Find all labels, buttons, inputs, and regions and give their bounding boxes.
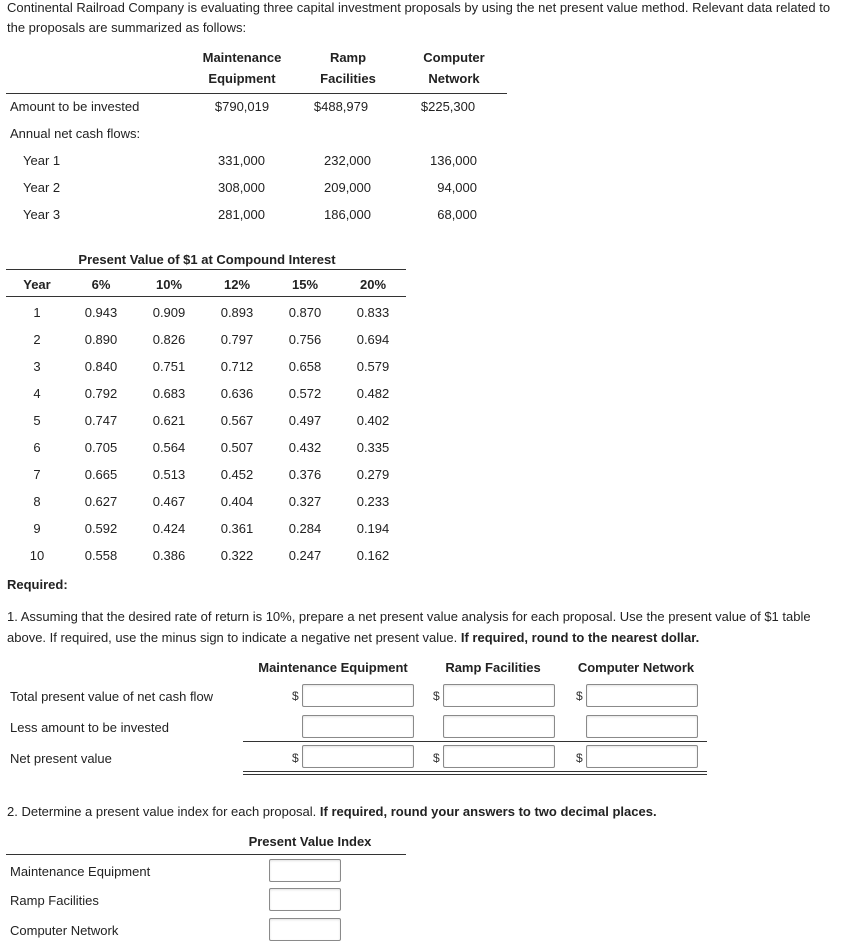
pv-factor-cell: 0.705 (84, 440, 118, 455)
currency-symbol: $ (433, 751, 440, 765)
pv-header-rate-4: 15% (291, 277, 319, 292)
pv-index-computer-label: Computer Network (10, 923, 119, 938)
total-pv-computer-input[interactable] (586, 684, 698, 707)
pv-factor-cell: 0.335 (356, 440, 390, 455)
npv-col-maintenance: Maintenance Equipment (258, 660, 408, 675)
pv-factor-cell: 0.452 (220, 467, 254, 482)
pv-factor-cell: 0.404 (220, 494, 254, 509)
pv-year-cell: 7 (33, 467, 41, 482)
pv-header-rate-2: 10% (155, 277, 183, 292)
pv-header-rate-1: 6% (91, 277, 111, 292)
row-npv-label: Net present value (10, 751, 112, 766)
pv-factor-cell: 0.756 (288, 332, 322, 347)
total-pv-ramp-input[interactable] (443, 684, 555, 707)
col-header-maintenance-2: Equipment (208, 71, 276, 86)
year-1-label: Year 1 (23, 153, 61, 168)
year-1-ramp: 232,000 (324, 153, 371, 168)
amount-label: Amount to be invested (10, 99, 140, 114)
npv-ramp-input[interactable] (443, 745, 555, 768)
pv-factor-cell: 0.792 (84, 386, 118, 401)
pv-index-header: Present Value Index (248, 834, 372, 849)
pv-factor-cell: 0.322 (220, 548, 254, 563)
pv-factor-cell: 0.870 (288, 305, 322, 320)
pv-year-cell: 2 (33, 332, 41, 347)
year-3-ramp: 186,000 (324, 207, 371, 222)
pv-factor-cell: 0.482 (356, 386, 390, 401)
intro-line-1: Continental Railroad Company is evaluating three capital investment proposals by using the net present value method. Relevant data related to (7, 0, 831, 15)
year-3-label: Year 3 (23, 207, 61, 222)
pv-factor-cell: 0.233 (356, 494, 390, 509)
pv-year-cell: 9 (33, 521, 41, 536)
pv-factor-cell: 0.402 (356, 413, 390, 428)
pv-factor-cell: 0.636 (220, 386, 254, 401)
pv-header-divider (6, 296, 406, 297)
pv-index-ramp-input[interactable] (269, 888, 341, 911)
q2-instruction (7, 804, 657, 819)
pv-title-divider (6, 269, 406, 270)
col-header-computer-1: Computer (423, 50, 485, 65)
currency-symbol: $ (576, 751, 583, 765)
currency-symbol: $ (292, 689, 299, 703)
pv-year-cell: 5 (33, 413, 41, 428)
npv-total-line-1 (243, 771, 707, 772)
pv-factor-cell: 0.797 (220, 332, 254, 347)
pv-factor-cell: 0.621 (152, 413, 186, 428)
npv-col-ramp: Ramp Facilities (445, 660, 541, 675)
pv-index-ramp-label: Ramp Facilities (10, 893, 99, 908)
pv-factor-cell: 0.279 (356, 467, 390, 482)
amount-maintenance: $790,019 (214, 99, 270, 114)
npv-total-line-2 (243, 774, 707, 775)
q1-line-2 (7, 630, 699, 645)
required-label: Required: (7, 577, 68, 592)
pv-factor-cell: 0.943 (84, 305, 118, 320)
pv-factor-cell: 0.893 (220, 305, 254, 320)
pv-factor-cell: 0.712 (220, 359, 254, 374)
pv-factor-cell: 0.833 (356, 305, 390, 320)
cash-flows-label: Annual net cash flows: (10, 126, 141, 141)
pv-factor-cell: 0.467 (152, 494, 186, 509)
intro-line-2: the proposals are summarized as follows: (7, 20, 247, 35)
amount-computer: $225,300 (420, 99, 476, 114)
pv-factor-cell: 0.432 (288, 440, 322, 455)
pv-header-rate-5: 20% (359, 277, 387, 292)
npv-subtotal-line (243, 741, 707, 742)
col-header-ramp-1: Ramp (329, 50, 367, 65)
pv-factor-cell: 0.376 (288, 467, 322, 482)
year-1-computer: 136,000 (430, 153, 477, 168)
year-2-ramp: 209,000 (324, 180, 371, 195)
pv-year-cell: 6 (33, 440, 41, 455)
col-header-maintenance-1: Maintenance (202, 50, 282, 65)
pv-factor-cell: 0.162 (356, 548, 390, 563)
pv-factor-cell: 0.694 (356, 332, 390, 347)
pv-year-cell: 1 (33, 305, 41, 320)
currency-symbol: $ (433, 689, 440, 703)
pv-factor-cell: 0.558 (84, 548, 118, 563)
pv-factor-cell: 0.627 (84, 494, 118, 509)
pv-factor-cell: 0.826 (152, 332, 186, 347)
pv-header-year: Year (23, 277, 51, 292)
pv-factor-cell: 0.497 (288, 413, 322, 428)
pv-year-cell: 3 (33, 359, 41, 374)
pv-factor-cell: 0.890 (84, 332, 118, 347)
amount-ramp: $488,979 (313, 99, 369, 114)
pv-table-title: Present Value of $1 at Compound Interest (78, 252, 336, 267)
pv-factor-cell: 0.284 (288, 521, 322, 536)
pv-factor-cell: 0.572 (288, 386, 322, 401)
q1-line-2-plain: above. If required, use the minus sign to indicate a negative net present value. (7, 630, 458, 645)
year-2-maintenance: 308,000 (218, 180, 265, 195)
pv-factor-cell: 0.247 (288, 548, 322, 563)
pv-factor-cell: 0.751 (152, 359, 186, 374)
pv-factor-cell: 0.683 (152, 386, 186, 401)
pv-index-maintenance-input[interactable] (269, 859, 341, 882)
pv-factor-cell: 0.507 (220, 440, 254, 455)
pv-factor-cell: 0.361 (220, 521, 254, 536)
currency-symbol: $ (576, 689, 583, 703)
pv-factor-cell: 0.567 (220, 413, 254, 428)
pv-year-cell: 4 (33, 386, 41, 401)
year-2-computer: 94,000 (437, 180, 477, 195)
q2-bold: If required, round your answers to two decimal places. (319, 804, 657, 819)
pv-factor-cell: 0.747 (84, 413, 118, 428)
year-3-maintenance: 281,000 (218, 207, 265, 222)
npv-maintenance-input[interactable] (302, 745, 414, 768)
q1-line-2-bold: If required, round to the nearest dollar. (460, 630, 700, 645)
npv-col-computer: Computer Network (577, 660, 695, 675)
pv-factor-cell: 0.386 (152, 548, 186, 563)
header-divider (6, 93, 507, 94)
year-1-maintenance: 331,000 (218, 153, 265, 168)
q1-line-1: 1. Assuming that the desired rate of return is 10%, prepare a net present value analysis for each proposal. Use the present value of $1 table (7, 609, 811, 624)
pv-factor-cell: 0.840 (84, 359, 118, 374)
col-header-computer-2: Network (428, 71, 480, 86)
q2-plain: 2. Determine a present value index for each proposal. (7, 804, 317, 819)
pv-index-divider (6, 854, 406, 855)
col-header-ramp-2: Facilities (320, 71, 376, 86)
year-3-computer: 68,000 (437, 207, 477, 222)
currency-symbol: $ (292, 751, 299, 765)
pv-factor-cell: 0.327 (288, 494, 322, 509)
total-pv-maintenance-input[interactable] (302, 684, 414, 707)
pv-factor-cell: 0.513 (152, 467, 186, 482)
less-invested-computer-input[interactable] (586, 715, 698, 738)
npv-computer-input[interactable] (586, 745, 698, 768)
pv-factor-cell: 0.592 (84, 521, 118, 536)
row-less-invested-label: Less amount to be invested (10, 720, 169, 735)
less-invested-ramp-input[interactable] (443, 715, 555, 738)
pv-header-rate-3: 12% (223, 277, 251, 292)
pv-factor-cell: 0.909 (152, 305, 186, 320)
pv-factor-cell: 0.424 (152, 521, 186, 536)
pv-factor-cell: 0.579 (356, 359, 390, 374)
pv-index-computer-input[interactable] (269, 918, 341, 941)
row-total-pv-label: Total present value of net cash flow (10, 689, 214, 704)
pv-factor-cell: 0.665 (84, 467, 118, 482)
pv-factor-cell: 0.564 (152, 440, 186, 455)
pv-index-maintenance-label: Maintenance Equipment (10, 864, 151, 879)
pv-factor-cell: 0.194 (356, 521, 390, 536)
year-2-label: Year 2 (23, 180, 61, 195)
pv-year-cell: 10 (29, 548, 45, 563)
pv-year-cell: 8 (33, 494, 41, 509)
less-invested-maintenance-input[interactable] (302, 715, 414, 738)
pv-factor-cell: 0.658 (288, 359, 322, 374)
